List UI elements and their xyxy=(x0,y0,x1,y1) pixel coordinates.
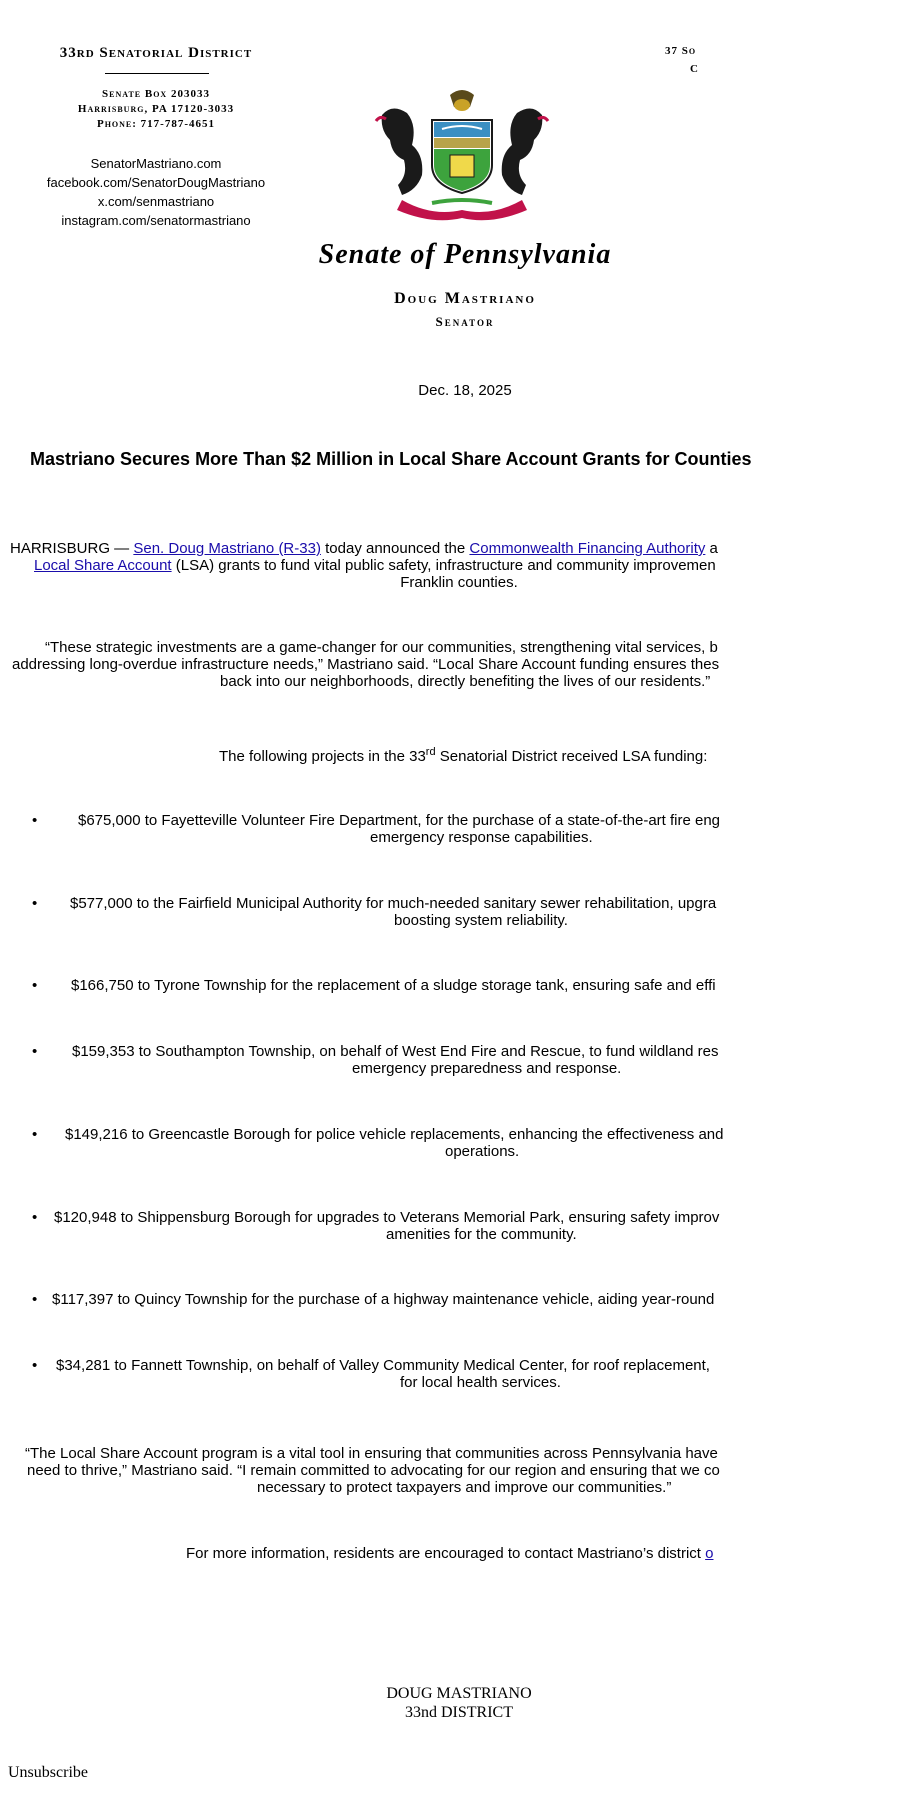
projects-intro-post: Senatorial District received LSA funding: xyxy=(439,748,708,765)
more-info xyxy=(186,1545,713,1562)
project-item-continued: emergency preparedness and response. xyxy=(352,1060,622,1077)
senator-name: Doug Mastriano xyxy=(394,290,536,307)
district-office-link[interactable]: o xyxy=(705,1545,714,1562)
pennsylvania-coat-of-arms-icon xyxy=(362,85,562,225)
quote1-line1: “These strategic investments are a game-changer for our communities, strengthening vital services, b xyxy=(45,639,718,656)
senator-role: Senator xyxy=(435,314,495,329)
quote1-line3: back into our neighborhoods, directly benefiting the lives of our residents.” xyxy=(220,673,711,690)
bullet-icon: • xyxy=(32,895,38,912)
project-item-continued: emergency response capabilities. xyxy=(370,829,593,846)
project-item: $117,397 to Quincy Township for the purchase of a highway maintenance vehicle, aiding year-round xyxy=(52,1291,715,1308)
intro-mid: today announced the xyxy=(325,540,466,557)
project-item-continued: boosting system reliability. xyxy=(394,912,568,929)
phone: Phone: 717-787-4651 xyxy=(96,118,216,130)
project-item: $34,281 to Fannett Township, on behalf of Valley Community Medical Center, for roof replacement, xyxy=(56,1357,710,1374)
project-item-continued: for local health services. xyxy=(400,1374,561,1391)
bullet-icon: • xyxy=(32,1126,38,1143)
right-address-fragment-2: C xyxy=(690,63,699,75)
unsubscribe-link[interactable]: Unsubscribe xyxy=(8,1764,88,1781)
bullet-icon: • xyxy=(32,977,38,994)
project-item-continued: operations. xyxy=(445,1143,520,1160)
project-item-continued: amenities for the community. xyxy=(386,1226,577,1243)
project-item: $675,000 to Fayetteville Volunteer Fire Department, for the purchase of a state-of-the-art fire eng xyxy=(78,812,721,829)
quote2-line3: necessary to protect taxpayers and improve our communities.” xyxy=(257,1479,672,1496)
signature-name: DOUG MASTRIANO xyxy=(386,1685,532,1702)
lsa-link[interactable]: Local Share Account xyxy=(34,557,172,574)
address-city: Harrisburg, PA 17120-3033 xyxy=(77,103,235,115)
projects-intro xyxy=(219,744,707,765)
quote2-line2: need to thrive,” Mastriano said. “I remain committed to advocating for our region and ensuring that we co xyxy=(27,1462,720,1479)
quote2-line1: “The Local Share Account program is a vital tool in ensuring that communities across Pennsylvania have xyxy=(25,1445,718,1462)
senate-title: Senate of Pennsylvania xyxy=(318,239,612,270)
projects-intro-pre: The following projects in the 33 xyxy=(219,748,426,765)
release-date: Dec. 18, 2025 xyxy=(418,382,512,399)
intro-end: Franklin counties. xyxy=(400,574,518,591)
quote1-line2: addressing long-overdue infrastructure needs,” Mastriano said. “Local Share Account funding ensures thes xyxy=(12,656,720,673)
ordinal-suffix: rd xyxy=(425,746,436,758)
bullet-icon: • xyxy=(32,812,38,829)
intro-line2 xyxy=(0,557,734,574)
divider xyxy=(105,73,209,74)
intro-rest: (LSA) grants to fund vital public safety, infrastructure and community improvemen xyxy=(175,557,716,574)
bullet-icon: • xyxy=(32,1291,38,1308)
x-link[interactable]: x.com/senmastriano xyxy=(97,194,215,209)
bullet-icon: • xyxy=(32,1357,38,1374)
intro-prefix: HARRISBURG — xyxy=(10,540,130,557)
headline xyxy=(30,448,752,470)
instagram-link[interactable]: instagram.com/senatormastriano xyxy=(61,213,251,228)
cfa-link[interactable]: Commonwealth Financing Authority xyxy=(469,540,706,557)
project-item: $166,750 to Tyrone Township for the replacement of a sludge storage tank, ensuring safe and effi xyxy=(71,977,716,994)
project-item: $149,216 to Greencastle Borough for police vehicle replacements, enhancing the effectiveness and xyxy=(65,1126,724,1143)
intro-paragraph xyxy=(0,540,718,557)
intro-mid2: a xyxy=(709,540,718,557)
signature-district: 33nd DISTRICT xyxy=(405,1704,513,1721)
senator-link[interactable]: Sen. Doug Mastriano (R-33) xyxy=(133,540,321,557)
project-item: $159,353 to Southampton Township, on behalf of West End Fire and Rescue, to fund wildland res xyxy=(72,1043,719,1060)
bullet-icon: • xyxy=(32,1209,38,1226)
headline-text: Mastriano Secures More Than $2 Million in Local Share Account Grants for Counties xyxy=(30,449,752,469)
more-info-text: For more information, residents are encouraged to contact Mastriano’s district xyxy=(186,1545,701,1562)
facebook-link[interactable]: facebook.com/SenatorDougMastriano xyxy=(46,175,266,190)
right-address-fragment: 37 So xyxy=(665,45,697,57)
website-link[interactable]: SenatorMastriano.com xyxy=(90,156,222,171)
project-item: $577,000 to the Fairfield Municipal Authority for much-needed sanitary sewer rehabilitation, upgra xyxy=(70,895,717,912)
district-title: 33rd Senatorial District xyxy=(59,45,253,61)
senate-box: Senate Box 203033 xyxy=(102,88,210,100)
project-item: $120,948 to Shippensburg Borough for upgrades to Veterans Memorial Park, ensuring safety improv xyxy=(54,1209,720,1226)
bullet-icon: • xyxy=(32,1043,38,1060)
